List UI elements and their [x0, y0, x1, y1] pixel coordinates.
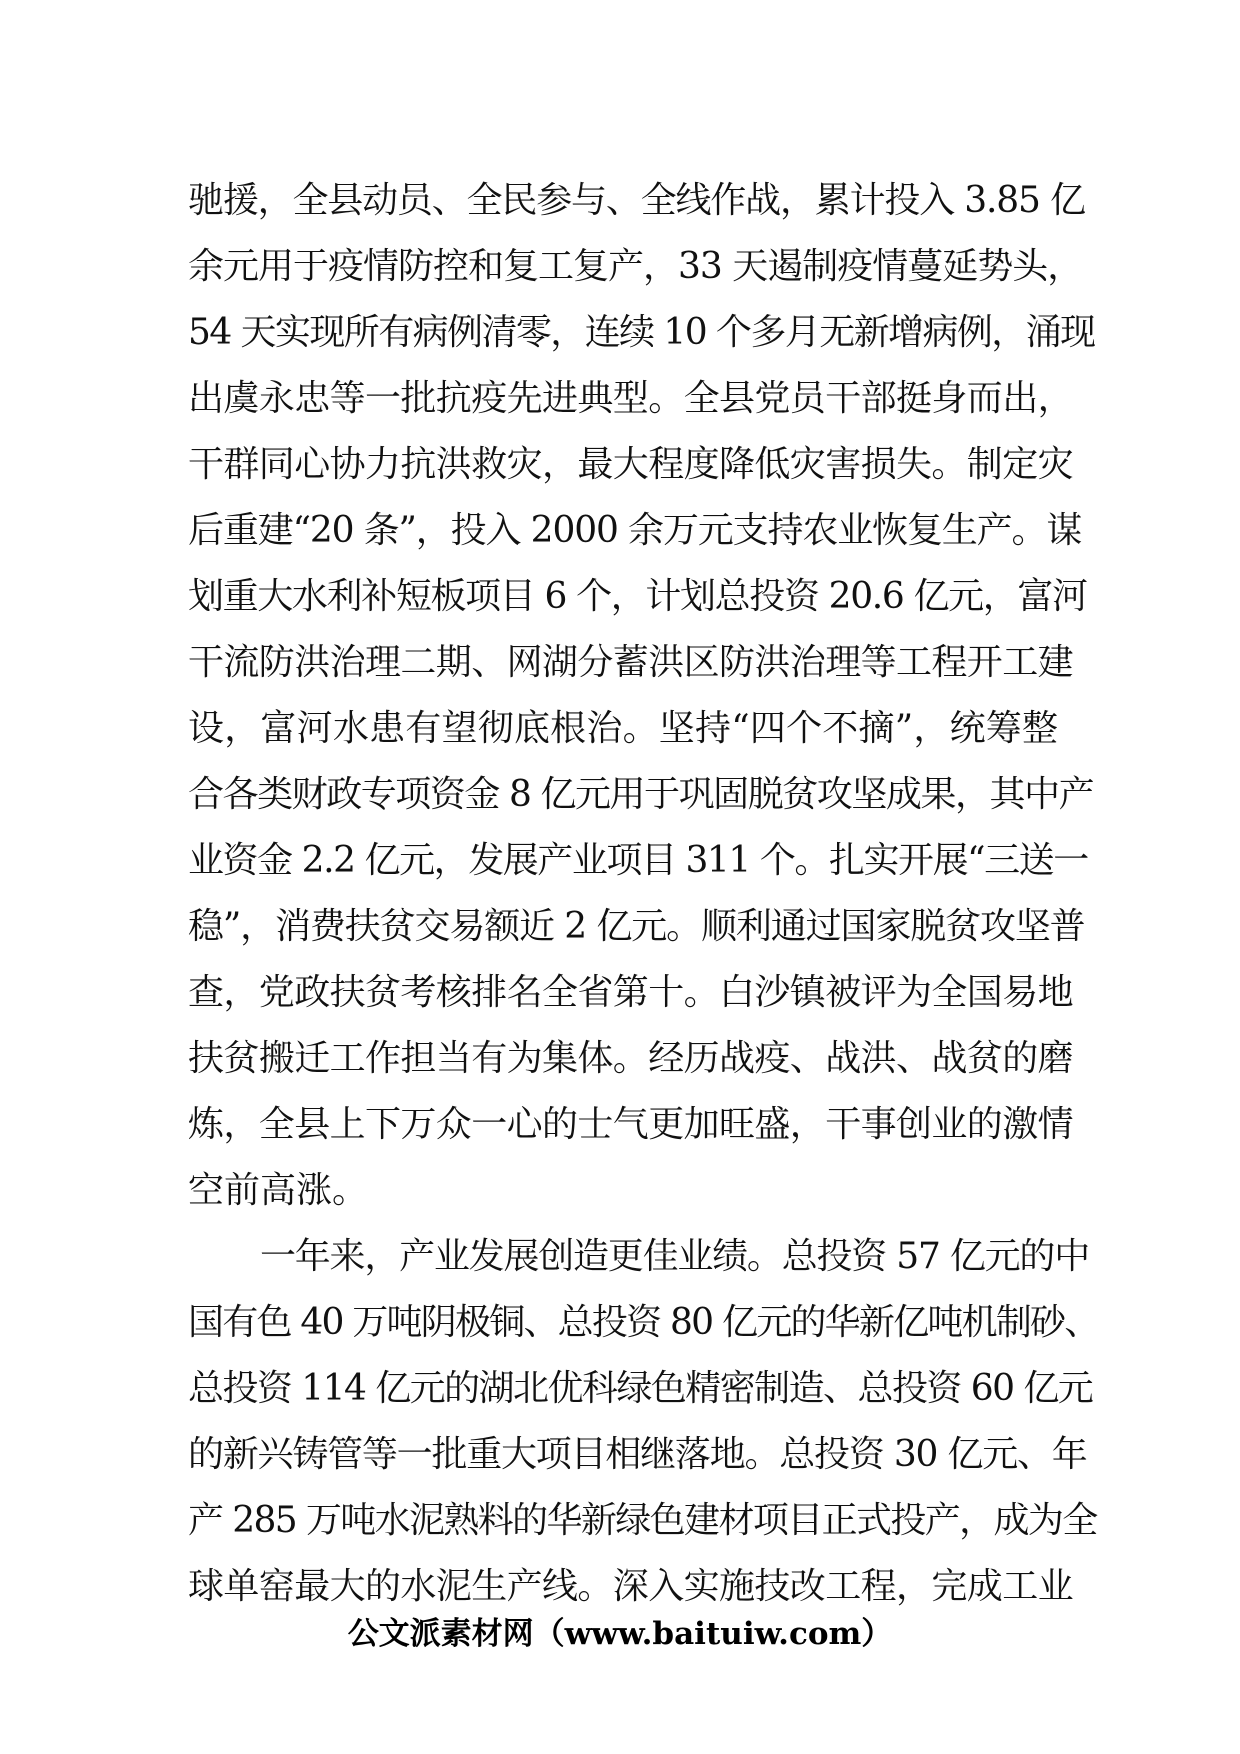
text-line: 产 285 万吨水泥熟料的华新绿色建材项目正式投产，成为全	[188, 1500, 1097, 1541]
text-line: 出虞永忠等一批抗疫先进典型。全县党员干部挺身而出，	[188, 378, 1074, 419]
text-line: 国有色 40 万吨阴极铜、总投资 80 亿元的华新亿吨机制砂、	[188, 1302, 1099, 1343]
text-line: 54 天实现所有病例清零，连续 10 个多月无新增病例，涌现	[188, 312, 1095, 353]
text-line: 球单窑最大的水泥生产线。深入实施技改工程，完成工业	[188, 1566, 1074, 1607]
text-line: 余元用于疫情防控和复工复产，33 天遏制疫情蔓延势头，	[188, 246, 1083, 287]
text-line: 干群同心协力抗洪救灾，最大程度降低灾害损失。制定灾	[188, 444, 1074, 485]
text-line: 干流防洪治理二期、网湖分蓄洪区防洪治理等工程开工建	[188, 642, 1074, 683]
text-line: 炼，全县上下万众一心的士气更加旺盛，干事创业的激情	[188, 1104, 1074, 1145]
text-line: 驰援，全县动员、全民参与、全线作战，累计投入 3.85 亿	[188, 180, 1085, 221]
text-line: 后重建“20 条”，投入 2000 余万元支持农业恢复生产。谋	[188, 510, 1082, 551]
text-line: 查，党政扶贫考核排名全省第十。白沙镇被评为全国易地	[188, 972, 1074, 1013]
body-text	[188, 168, 1099, 1620]
text-line: 空前高涨。	[188, 1170, 369, 1211]
text-line: 稳”，消费扶贫交易额近 2 亿元。顺利通过国家脱贫攻坚普	[188, 906, 1085, 947]
text-line: 总投资 114 亿元的湖北优科绿色精密制造、总投资 60 亿元	[188, 1368, 1093, 1409]
text-line: 划重大水利补短板项目 6 个，计划总投资 20.6 亿元，富河	[188, 576, 1087, 617]
text-line: 扶贫搬迁工作担当有为集体。经历战疫、战洪、战贫的磨	[188, 1038, 1074, 1079]
text-line: 业资金 2.2 亿元，发展产业项目 311 个。扎实开展“三送一	[188, 840, 1088, 881]
text-line: 的新兴铸管等一批重大项目相继落地。总投资 30 亿元、年	[188, 1434, 1087, 1475]
text-line: 设，富河水患有望彻底根治。坚持“四个不摘”，统筹整	[188, 708, 1058, 749]
text-line: 一年来，产业发展创造更佳业绩。总投资 57 亿元的中	[260, 1236, 1089, 1277]
footer-watermark: 公文派素材网（www.baituiw.com）	[347, 1616, 893, 1652]
text-line: 合各类财政专项资金 8 亿元用于巩固脱贫攻坚成果，其中产	[188, 774, 1094, 815]
